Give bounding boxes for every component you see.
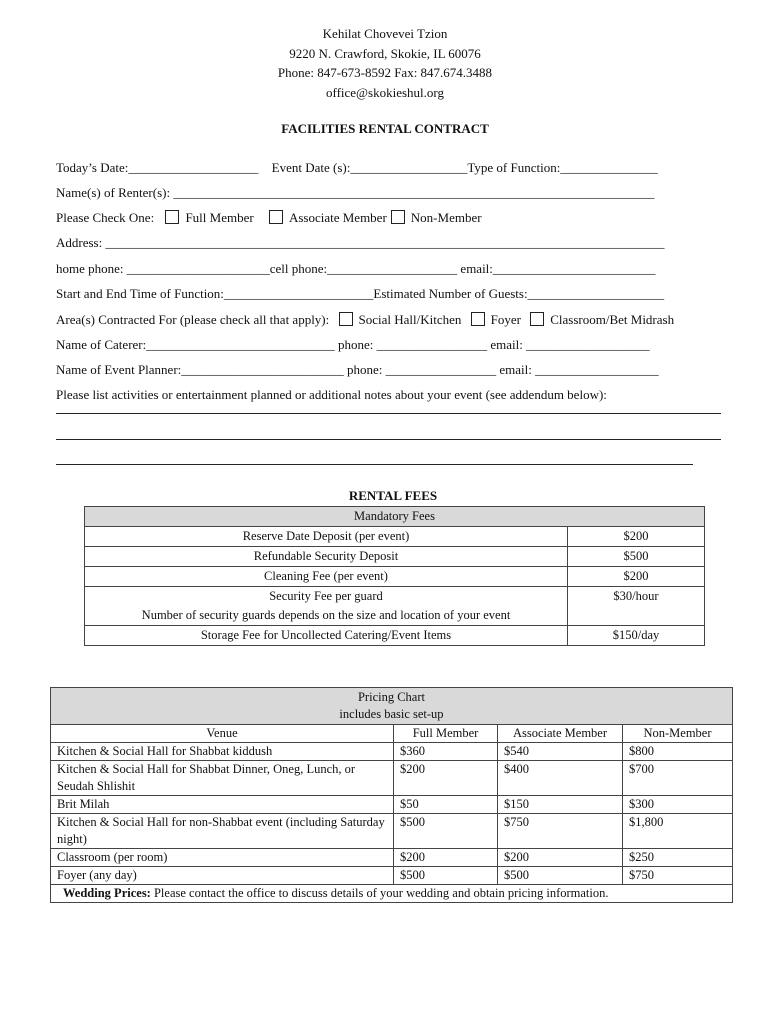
price-cell: $500 — [498, 867, 623, 885]
check-one-label: Please Check One: — [56, 210, 155, 225]
price-cell: $500 — [394, 867, 498, 885]
notes-line-1[interactable] — [56, 413, 721, 414]
table-row — [51, 849, 733, 867]
col-non-member: Non-Member — [623, 725, 733, 743]
fee-value: $200 — [568, 567, 705, 587]
price-cell: $360 — [394, 743, 498, 761]
col-full-member: Full Member — [394, 725, 498, 743]
fee-value: $150/day — [568, 626, 705, 646]
email-field[interactable]: email:_________________________ — [457, 261, 656, 276]
planner-field[interactable]: Name of Event Planner:_________________________ phone: _________________ email: ___________________ — [56, 362, 659, 377]
table-row — [85, 587, 705, 626]
price-cell: $200 — [498, 849, 623, 867]
cell-phone-field[interactable]: cell phone:____________________ — [269, 261, 458, 276]
dates-line — [56, 160, 726, 176]
venue-cell: Kitchen & Social Hall for non-Shabbat event (including Saturday night) — [51, 814, 394, 849]
wedding-cell — [51, 885, 733, 903]
social-hall-checkbox[interactable] — [339, 312, 353, 326]
non-member-checkbox[interactable] — [391, 210, 405, 224]
function-type-field[interactable]: Type of Function:_______________ — [467, 160, 658, 175]
pricing-subtitle: includes basic set-up — [339, 707, 444, 721]
table-row — [85, 527, 705, 547]
non-member-label: Non-Member — [410, 210, 482, 225]
price-cell: $250 — [623, 849, 733, 867]
org-name: Kehilat Chovevei Tzion — [322, 26, 448, 41]
table-row — [51, 761, 733, 796]
price-cell: $800 — [623, 743, 733, 761]
start-end-time-field[interactable]: Start and End Time of Function:_______________________ — [56, 286, 374, 301]
col-venue: Venue — [51, 725, 394, 743]
fee-value: $200 — [568, 527, 705, 547]
event-date-field[interactable]: Event Date (s):__________________ — [271, 160, 468, 175]
foyer-checkbox[interactable] — [471, 312, 485, 326]
fees-header-cell: Mandatory Fees — [85, 507, 705, 527]
org-email: office@skokieshul.org — [325, 84, 444, 100]
venue-cell: Kitchen & Social Hall for Shabbat kiddush — [51, 743, 394, 761]
full-member-label: Full Member — [185, 210, 254, 225]
fee-label: Storage Fee for Uncollected Catering/Event Items — [85, 626, 568, 646]
table-row — [85, 567, 705, 587]
table-row — [85, 626, 705, 646]
pricing-header-row — [51, 688, 733, 725]
price-cell: $400 — [498, 761, 623, 796]
rental-fees-table — [84, 506, 705, 646]
home-phone-field[interactable]: home phone: ______________________ — [56, 261, 270, 276]
security-fee-note: Number of security guards depends on the size and location of your event — [141, 608, 511, 622]
table-row — [51, 743, 733, 761]
venue-cell: Foyer (any day) — [51, 867, 394, 885]
venue-cell: Brit Milah — [51, 796, 394, 814]
wedding-text: Please contact the office to discuss details of your wedding and obtain pricing information. — [150, 886, 609, 900]
venue-cell: Classroom (per room) — [51, 849, 394, 867]
price-cell: $50 — [394, 796, 498, 814]
col-associate-member: Associate Member — [498, 725, 623, 743]
fee-label: Refundable Security Deposit — [85, 547, 568, 567]
price-cell: $540 — [498, 743, 623, 761]
table-row — [51, 814, 733, 849]
foyer-label: Foyer — [490, 312, 521, 327]
activities-label: Please list activities or entertainment planned or additional notes about your event (see addendum below): — [56, 387, 607, 402]
guests-field[interactable]: Estimated Number of Guests:_____________________ — [373, 286, 665, 301]
price-cell: $1,800 — [623, 814, 733, 849]
todays-date-field[interactable]: Today’s Date:____________________ — [56, 160, 259, 175]
wedding-label: Wedding Prices: — [63, 886, 151, 900]
pricing-chart-table — [50, 687, 733, 903]
associate-member-label: Associate Member — [288, 210, 387, 225]
org-phone-fax: Phone: 847-673-8592 Fax: 847.674.3488 — [277, 65, 493, 80]
social-hall-label: Social Hall/Kitchen — [358, 312, 462, 327]
pricing-title: Pricing Chart — [357, 690, 425, 704]
letterhead — [0, 24, 770, 102]
pricing-column-header-row — [51, 725, 733, 743]
wedding-row — [51, 885, 733, 903]
fee-value: $500 — [568, 547, 705, 567]
areas-label: Area(s) Contracted For (please check all that apply): — [56, 312, 330, 327]
fee-label — [85, 587, 568, 626]
renters-field[interactable]: Name(s) of Renter(s): __________________________________________________________________________ — [56, 185, 655, 200]
org-address: 9220 N. Crawford, Skokie, IL 60076 — [289, 45, 481, 61]
price-cell: $500 — [394, 814, 498, 849]
caterer-field[interactable]: Name of Caterer:_____________________________ phone: _________________ email: ___________________ — [56, 337, 650, 352]
price-cell: $150 — [498, 796, 623, 814]
venue-cell: Kitchen & Social Hall for Shabbat Dinner, Oneg, Lunch, or Seudah Shlishit — [51, 761, 394, 796]
price-cell: $750 — [498, 814, 623, 849]
security-fee-label: Security Fee per guard — [269, 589, 383, 603]
areas-line — [56, 312, 726, 328]
table-row — [85, 547, 705, 567]
fee-label: Reserve Date Deposit (per event) — [85, 527, 568, 547]
table-row — [51, 796, 733, 814]
pricing-header-cell — [51, 688, 733, 725]
phones-line — [56, 261, 726, 277]
table-row — [51, 867, 733, 885]
price-cell: $300 — [623, 796, 733, 814]
rental-fees-title: RENTAL FEES — [348, 488, 438, 503]
price-cell: $200 — [394, 761, 498, 796]
price-cell: $700 — [623, 761, 733, 796]
associate-member-checkbox[interactable] — [269, 210, 283, 224]
fee-label: Cleaning Fee (per event) — [85, 567, 568, 587]
full-member-checkbox[interactable] — [165, 210, 179, 224]
membership-line — [56, 210, 726, 226]
classroom-checkbox[interactable] — [530, 312, 544, 326]
notes-line-3[interactable] — [56, 464, 693, 465]
fees-header-row — [85, 507, 705, 527]
classroom-label: Classroom/Bet Midrash — [550, 312, 675, 327]
price-cell: $750 — [623, 867, 733, 885]
page-title: FACILITIES RENTAL CONTRACT — [281, 121, 489, 136]
price-cell: $200 — [394, 849, 498, 867]
fee-value: $30/hour — [568, 587, 705, 626]
notes-line-2[interactable] — [56, 439, 721, 440]
time-guests-line — [56, 286, 726, 302]
address-field[interactable]: Address: ______________________________________________________________________________________ — [56, 235, 665, 250]
